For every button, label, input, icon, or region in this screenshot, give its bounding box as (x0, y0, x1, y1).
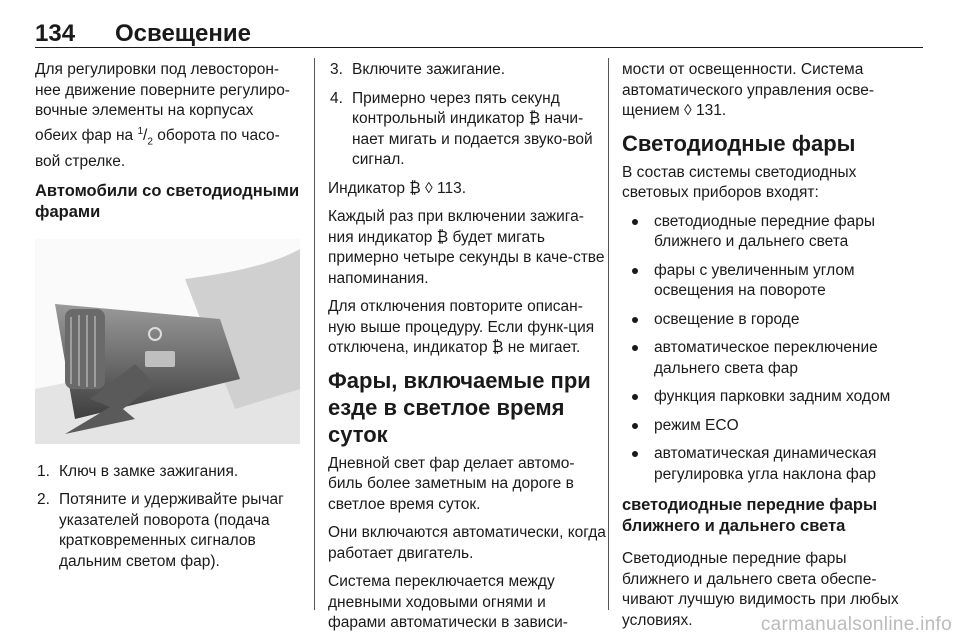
column-2 (328, 60, 608, 642)
bullet-icon (632, 423, 638, 429)
bullet-icon (632, 317, 638, 323)
paragraph: мости от освещенности. Система автоматического управления осве-щением ◊ 131. (622, 61, 875, 119)
column-1 (35, 60, 300, 580)
list-item: фары с увеличенным углом освещения на повороте (622, 261, 912, 302)
column-divider-2 (608, 58, 609, 610)
list-item: 3. Включите зажигание. (330, 61, 506, 78)
features-list (622, 212, 912, 486)
section-heading-led-headlights: Светодиодные фары (622, 130, 856, 156)
list-item: 4. Примерно через пять секунд контрольный индикатор ₿ начи-нает мигать и подается звуко-вой сигнал. (330, 89, 593, 168)
paragraph: Дневной свет фар делает автомо-биль более заметным на дороге в светлое время суток. (328, 454, 575, 513)
list-item: 1. Ключ в замке зажигания. (37, 462, 239, 480)
subsection-heading: светодиодные передние фары ближнего и дальнего света (622, 496, 878, 535)
column-3 (622, 60, 912, 639)
list-item: автоматическое переключение дальнего света фар (622, 338, 912, 379)
page-title: Освещение (115, 20, 251, 47)
paragraph: Для отключения повторите описан-ную выше процедуру. Если функ-ция отключена, индикатор ₿ не мигает. (328, 298, 595, 356)
steps-list-2 (328, 60, 608, 171)
bullet-icon (632, 451, 638, 457)
section-heading-led-cars: Автомобили со светодиодными фарами (35, 181, 300, 221)
header-divider (35, 47, 923, 48)
bullet-icon (632, 394, 638, 400)
list-item: освещение в городе (622, 310, 912, 331)
lever-illustration (35, 239, 300, 444)
bullet-icon (632, 268, 638, 274)
paragraph: Каждый раз при включении зажига-ния индикатор ₿ будет мигать примерно четыре секунды в каче-стве напоминания. (328, 208, 605, 287)
indicator-reference: Индикатор ₿ ◊ 113. (328, 179, 467, 197)
list-item: автоматическая динамическая регулировка угла наклона фар (622, 444, 912, 485)
column-divider-1 (314, 58, 315, 610)
list-item: режим ECO (622, 416, 912, 437)
list-item: светодиодные передние фары ближнего и дальнего света (622, 212, 912, 253)
page-header (35, 14, 925, 54)
paragraph: Система переключается между дневными ходовыми огнями и фарами автоматически в зависи- (328, 573, 568, 631)
watermark: carmanualsonline.info (760, 614, 952, 635)
page-number: 134 (35, 20, 76, 47)
intro-paragraph: Для регулировки под левосторон-нее движение поверните регулиро-вочные элементы на корпусах обеих фар на $^1/_2$ оборота по часо-вой стрелке. (35, 61, 290, 171)
bullet-icon (632, 219, 638, 225)
steps-list-1 (35, 462, 300, 573)
section-heading-daytime-lights: Фары, включаемые при езде в светлое время суток (328, 367, 591, 447)
paragraph: В состав системы светодиодных световых приборов входят: (622, 163, 857, 201)
list-item: функция парковки задним ходом (622, 387, 912, 408)
paragraph: Светодиодные передние фары ближнего и дальнего света обеспе-чивают лучшую видимость при любых условиях. (622, 550, 899, 629)
list-item: 2. Потяните и удерживайте рычаг указателей поворота (подача кратковременных сигналов дальним светом фар). (37, 491, 284, 570)
bullet-icon (632, 345, 638, 351)
paragraph: Они включаются автоматически, когда работает двигатель. (328, 524, 606, 562)
turn-signal-lever-figure (35, 239, 300, 444)
